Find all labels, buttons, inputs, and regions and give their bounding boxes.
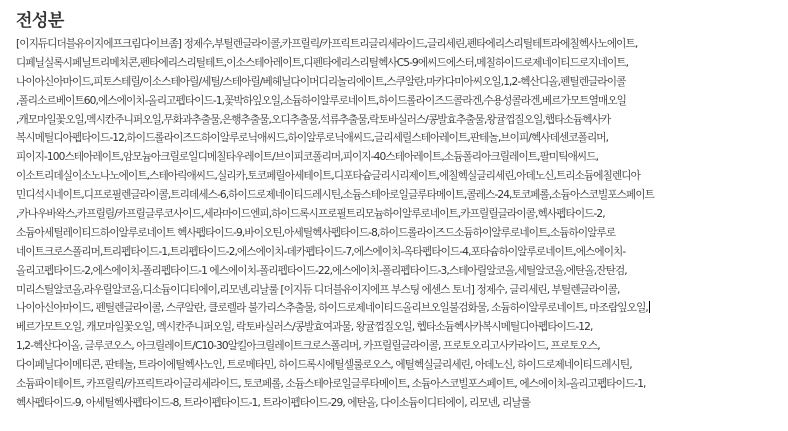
ingredients-line-5: ,캐모마일꽃오일,멕시칸주니퍼오일,무화과추출물,은행추출물,오디추출물,석류추출물,락토바실러스/콩발효추출물,왕귤껍질오일,햅타소듐헥사카 bbox=[16, 113, 611, 126]
ingredients-line-1: [이지듀디더블유이지에프크림다이브좀] 정제수,부틸렌글라이콜,카프릴릭/카프릭트리글리세라이드,글리세린,펜타에리스리틸테트라에칠헥사노에이트, bbox=[16, 38, 638, 50]
ingredients-line-12: 네이트크로스폴리머,트리펩타이드-1,트리펩타이드-2,에스에이치-데카펩타이드-7,에스에이치-옥타펩타이드-4,포타슘하이알루로네이트,에스에이치- bbox=[16, 245, 626, 258]
ingredients-line-13: 올리고펩타이드-2,에스에이치-폴리펩타이드-1 에스에이치-폴리펩타이드-22,에스에이치-폴리펩타이드-3,스테아릴알코올,세틸알코올,에탄올,잔탄검, bbox=[16, 264, 627, 277]
ingredients-line-11: 소듐아세틸레이티드하이알루로네이트 헥사펩타이드-9,바이오틴,아세틸헥사펩타이드-8,하이드롤라이즈드소듐하이알루로네이트,소듐하이알루로 bbox=[16, 226, 616, 239]
ingredients-line-16: 베르가모트오일, 캐모마일꽃오일, 멕시칸주니퍼오일, 락토바실러스/콩발효여과물, 왕귤껍질오일, 헵타소듐헥사카복시메틸디아펩타이드-12, bbox=[16, 321, 593, 334]
ingredients-line-2: 디페닐실록시페닐트리메치콘,펜타에리스리틸테트,이소스테아레이트,디펜타에리스리틸헥사C5-9에씨드에스터,메칠하이드로제네이티드로지네이트, bbox=[16, 56, 629, 69]
ingredients-line-20: 헥사펩타이드-9, 아세틸헥사펩타이드-8, 트라이펩타이드-1, 트라이펩타이드-29, 에탄올, 다이소듐이디티에이, 리모넨, 리날룰 bbox=[16, 396, 531, 409]
ingredients-line-8: 이소트리데실이소노나노에이트,스테아릭애씨드,실리카,토코페릴아세테이트,디포타슘글리시리제이트,에칠헥실글리세린,아데노신,트리소듐에칠렌디아 bbox=[16, 170, 640, 183]
ingredients-line-10: ,카나우바왁스,카프릴릴/카프릴글루코사이드,세라마이드엔피,하이드록시프로필트리모늄하이알루로네이트,카프릴릴글라이콜,헥사펩타이드-2, bbox=[16, 208, 605, 221]
ingredients-text bbox=[16, 35, 784, 413]
ingredients-line-18: 다이페닐다이메티콘, 판테놀, 트라이에틸헥사노인, 트로메타민, 하이드록시에틸셀룰로오스, 에틸헥실글리세린, 아데노신, 하이드로제네이티드레시틴, bbox=[16, 359, 632, 372]
ingredients-line-17: 1,2-헥산다이올, 글루코오스, 아크릴레이트/C10-30알킬아크릴레이트크로스폴리머, 카프릴릴글라이콜, 프로토오리고사카라이드, 프로토오스, bbox=[16, 340, 600, 353]
ingredients-line-6: 복시메틸디아펩타이드-12,하이드롤라이즈드하이알루로닉애씨드,하이알루로닉애씨드,글리세릴스테아레이트,판테놀,브이피/헥사데센코폴리머, bbox=[16, 132, 609, 145]
section-title: 전성분 bbox=[16, 11, 64, 31]
ingredients-line-3: 나이아신아마이드,피토스테릴/이소스테아릴/세틸/스테아릴/베헤닐다이머디리놀리에이트,스쿠알란,마카다미아씨오일,1,2-헥산디올,펜틸렌글라이콜 bbox=[16, 75, 626, 88]
text-cursor bbox=[649, 301, 650, 313]
ingredients-line-15-text: 나이아신아마이드, 펜틸렌글라이콜, 스쿠알란, 클로렐라 불가리스추출물, 하이드로제네이티드올리브오일불검화물, 소듐하이알루로네이트, 마조람잎오일, bbox=[16, 302, 648, 315]
ingredients-line-15 bbox=[16, 299, 784, 318]
ingredients-line-9: 민디석시네이트,디프로필렌글라이콜,트리데세스-6,하이드로제네이티드레시틴,소듐스테아로일글루타메이트,콜레스-24,토코페롤,소듐아스코빌포스페이트 bbox=[16, 189, 654, 202]
ingredients-line-14: 미리스틸알코올,라우릴알코올,디소듐이디티에이,리모넨,리날룰 [이지듀 디더블유이지에프 부스팅 에센스 토너] 정제수, 글리세린, 부틸렌글라이콜, bbox=[16, 283, 620, 296]
ingredients-line-4: ,폴리소르베이트60,에스에이치-올리고펩타이드-1,꽃박하잎오일,소듐하이알루로네이트,하이드롤라이즈드콜라겐,수용성콜라겐,베르가모트열매오일 bbox=[16, 94, 626, 107]
ingredients-line-19: 소듐파이테이트, 카프릴릭/카프릭트라이글리세라이드, 토코페롤, 소듐스테아로일글루타메이트, 소듐아스코빌포스페이트, 에스에이치-올리고펩타이드-1, bbox=[16, 378, 646, 391]
ingredients-line-7: 피이지-100스테아레이트,암모늄아크릴로일디메칠타우레이트/브이피코폴리머,피이지-40스테아레이트,소듐폴리아크릴레이트,팔미틱애씨드, bbox=[16, 151, 599, 164]
